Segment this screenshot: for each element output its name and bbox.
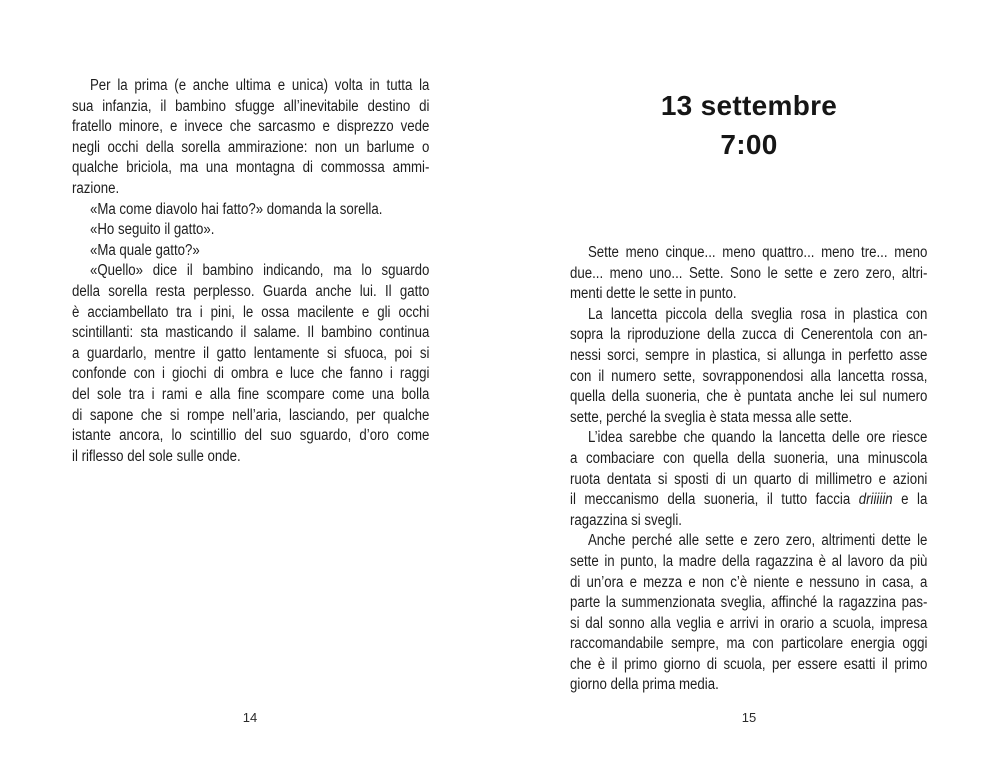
text-line: qualche briciola, ma una montagna di commossa ammi- (72, 159, 430, 177)
text-line: ragazzina si svegli. (570, 511, 682, 529)
text-line: a combaciare con quella della suoneria, una minuscola (570, 449, 928, 467)
text-line: istante ancora, lo scintillio del suo sguardo, d’oro come (72, 427, 430, 445)
text-line: sette, perché la sveglia è stata messa alle sette. (570, 408, 853, 426)
text-line: sopra la riproduzione della zucca di Cenerentola con an- (570, 326, 928, 344)
text-line: Sette meno cinque... meno quattro... meno tre... meno (587, 244, 928, 261)
text-line: razione. (72, 179, 120, 197)
text-line: sua infanzia, il bambino sfugge all’inevitabile destino di (72, 97, 430, 115)
text-line: di un’ora e mezza e non c’è niente e nessuno in casa, a (570, 573, 928, 591)
text-line: del sole tra i rami e alla fine scompare come una bolla (72, 385, 430, 403)
text-line: «Ma quale gatto?» (89, 241, 200, 259)
text-line: ruota dentata si sposti di un quarto di millimetro e azioni (570, 470, 928, 488)
text-line: confonde con i giochi di ombra e luce che fanno i raggi (72, 365, 430, 383)
text-line: si dal sonno alla veglia e arrivi in orario a scuola, impresa (570, 614, 928, 632)
chapter-time: 7:00 (720, 129, 778, 160)
chapter-date: 13 settembre (660, 90, 838, 121)
text-line: della sorella resta perplesso. Guarda anche lui. Il gatto (72, 282, 430, 300)
text-line: è acciambellato tra i pini, le ossa macilente e gli occhi (72, 303, 430, 321)
text-line: negli occhi della sorella ammirazione: non un barlume o (72, 138, 430, 156)
text-line: sette in punto, la madre della ragazzina è al lavoro da più (570, 552, 928, 570)
text-line: Anche perché alle sette e zero zero, altrimenti dette le (587, 532, 928, 550)
text-line: di sapone che si rompe nell’aria, lasciando, per qualche (72, 406, 430, 424)
text-line: «Quello» dice il bambino indicando, ma lo sguardo (89, 262, 430, 280)
text-line: quella della suoneria, che è puntata anche lei sul numero (570, 388, 928, 406)
text-line: nessi sorci, sempre in plastica, si allunga in perfetto asse (570, 346, 928, 364)
right-page-number: 15 (741, 710, 757, 725)
text-line: giorno della prima media. (570, 676, 719, 694)
text-line: menti dette le sette in punto. (570, 285, 737, 303)
text-line: L’idea sarebbe che quando la lancetta delle ore riesce (587, 429, 928, 447)
text-line: a guardarlo, mentre il gatto lentamente si sfuoca, poi si (72, 344, 430, 362)
text-line: Per la prima (e anche ultima e unica) volta in tutta la (89, 77, 430, 94)
text-line: raccomandabile sempre, ma con particolare energia oggi (570, 635, 928, 653)
text-line: La lancetta piccola della sveglia rosa in plastica con (587, 305, 928, 323)
chapter-heading (570, 86, 928, 164)
text-line: parte la summenzionata sveglia, affinché la ragazzina pas- (570, 594, 928, 612)
text-line: fratello minore, e invece che sarcasmo e disprezzo vede (72, 118, 430, 136)
text-line: «Ma come diavolo hai fatto?» domanda la sorella. (89, 200, 383, 218)
text-line: due... meno uno... Sette. Sono le sette e zero zero, altri- (570, 264, 928, 282)
text-line: il meccanismo della suoneria, il tutto faccia driiiiin e la (570, 491, 928, 509)
text-line: scintillanti: sta masticando il salame. Il bambino continua (72, 324, 430, 342)
right-page-body (570, 243, 927, 696)
left-page-number: 14 (242, 710, 258, 725)
text-line: che è il primo giorno di scuola, per essere esatti il primo (570, 655, 928, 673)
text-line: il riflesso del sole sulle onde. (72, 447, 241, 465)
left-page-body (72, 76, 429, 467)
text-line: con il numero sette, sovrapponendosi alla lancetta rossa, (570, 367, 928, 385)
text-line: «Ho seguito il gatto». (89, 221, 215, 239)
